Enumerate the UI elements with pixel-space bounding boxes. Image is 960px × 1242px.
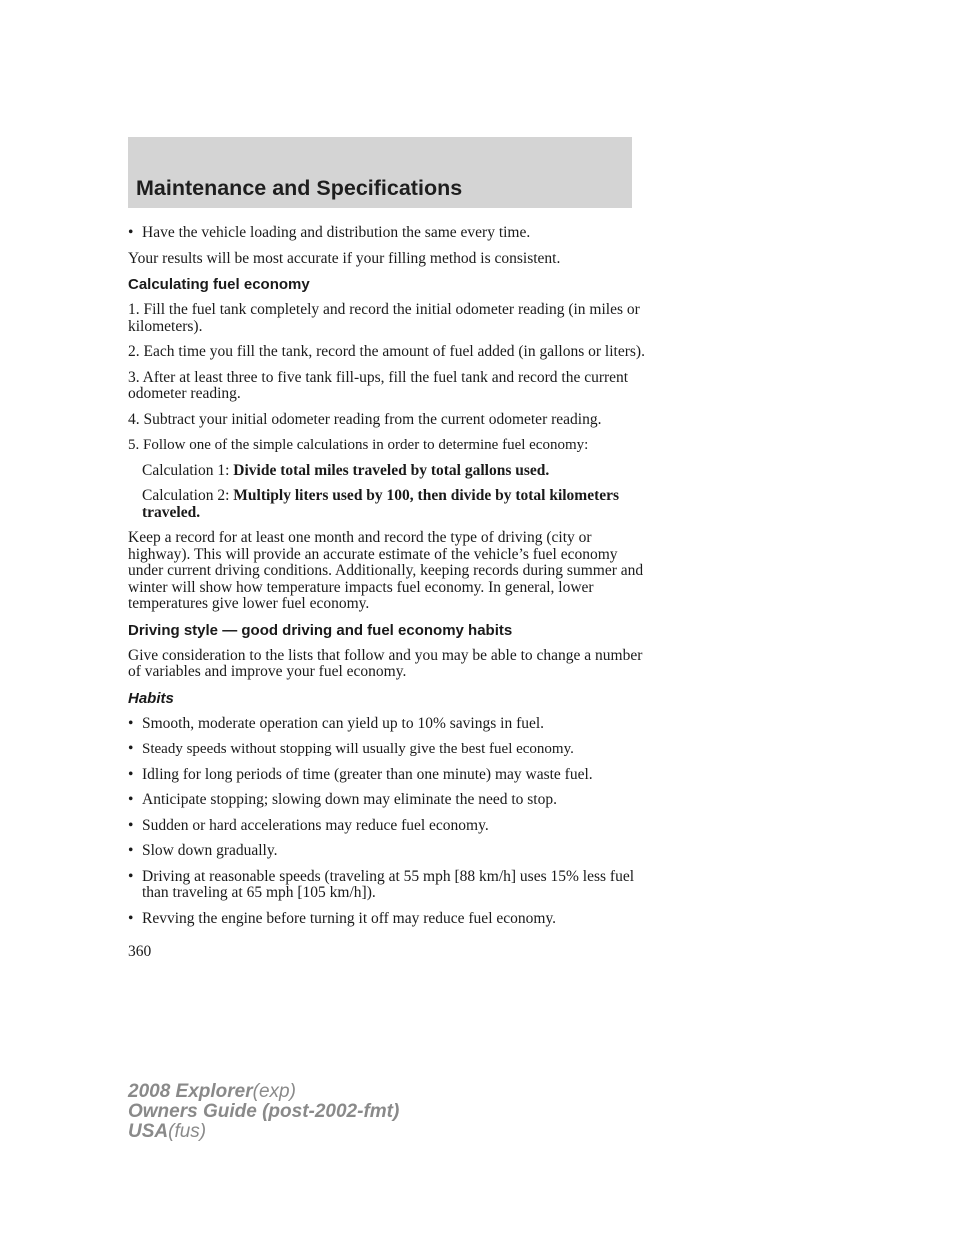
step-2: 2. Each time you fill the tank, record the amount of fuel added (in gallons or liters).: [128, 343, 645, 360]
bullet-icon: •: [128, 224, 134, 241]
list-item: [128, 869, 648, 902]
list-item-text: Have the vehicle loading and distribution the same every time.: [142, 224, 531, 241]
footer-market: USA: [128, 1121, 169, 1142]
footer-line-1: [128, 1082, 399, 1102]
calculation-2: [128, 488, 648, 521]
footer-model-code: (exp): [252, 1081, 296, 1102]
calculation-2-text: Multiply liters used by 100, then divide by total kilometers traveled.: [142, 487, 620, 521]
list-item-text: Driving at reasonable speeds (traveling at 55 mph [88 km/h] uses 15% less fuel than traveling at 65 mph [105 km/h]).: [142, 867, 635, 901]
section-heading-calculating: Calculating fuel economy: [128, 276, 310, 293]
list-item: [128, 843, 648, 860]
page-content: [128, 225, 648, 936]
calculation-1: [128, 463, 648, 480]
list-item-text: Smooth, moderate operation can yield up to 10% savings in fuel.: [142, 714, 545, 732]
list-item-text: Revving the engine before turning it off may reduce fuel economy.: [142, 909, 557, 927]
calculation-2-label: Calculation 2:: [142, 487, 234, 504]
calculation-1-text: Divide total miles traveled by total gallons used.: [233, 461, 550, 479]
footer-model: 2008 Explorer: [128, 1081, 253, 1102]
footer-line-2: Owners Guide (post-2002-fmt): [128, 1101, 400, 1122]
list-item-text: Idling for long periods of time (greater than one minute) may waste fuel.: [142, 765, 593, 783]
section-heading-driving-style: Driving style — good driving and fuel economy habits: [128, 621, 513, 639]
list-item: [128, 716, 648, 733]
record-paragraph: Keep a record for at least one month and record the type of driving (city or highway). This will provide an accurate estimate of the vehicle’s fuel economy under current driving conditions. Additionally, keeping records during summer and winter will show how temperature impacts fuel economy. In general, lower temperatures give lower fuel economy.: [128, 529, 644, 612]
step-1: 1. Fill the fuel tank completely and record the initial odometer reading (in miles or kilometers).: [128, 301, 640, 335]
bullet-icon: •: [128, 714, 134, 732]
step-5: 5. Follow one of the simple calculations in order to determine fuel economy:: [128, 437, 589, 453]
list-item: [128, 911, 648, 928]
footer-market-code: (fus): [168, 1121, 207, 1142]
page-number: 360: [128, 943, 152, 960]
bullet-icon: •: [128, 765, 134, 783]
driving-paragraph: Give consideration to the lists that follow and you may be able to change a number of variables and improve your fuel economy.: [128, 646, 643, 680]
list-item: [128, 741, 648, 758]
bullet-icon: •: [128, 816, 134, 834]
bullet-icon: •: [128, 842, 134, 859]
paragraph: Your results will be most accurate if your filling method is consistent.: [128, 249, 561, 267]
bullet-icon: •: [128, 909, 134, 927]
footer: [128, 1082, 399, 1142]
list-item: [128, 225, 648, 242]
list-item-text: Sudden or hard accelerations may reduce fuel economy.: [142, 816, 489, 834]
list-item-text: Steady speeds without stopping will usually give the best fuel economy.: [142, 741, 574, 757]
subheading-habits: Habits: [128, 689, 174, 707]
list-item: [128, 767, 648, 784]
step-3: 3. After at least three to five tank fill-ups, fill the fuel tank and record the current odometer reading.: [128, 368, 629, 402]
list-item: [128, 818, 648, 835]
bullet-icon: •: [128, 867, 134, 885]
list-item-text: Anticipate stopping; slowing down may eliminate the need to stop.: [142, 791, 557, 808]
calculation-1-label: Calculation 1:: [142, 461, 234, 479]
footer-line-3: [128, 1122, 399, 1142]
bullet-icon: •: [128, 740, 134, 757]
step-4: 4. Subtract your initial odometer reading from the current odometer reading.: [128, 410, 602, 428]
page-title: Maintenance and Specifications: [136, 176, 463, 200]
list-item-text: Slow down gradually.: [142, 842, 278, 859]
bullet-icon: •: [128, 791, 134, 808]
list-item: [128, 792, 648, 809]
